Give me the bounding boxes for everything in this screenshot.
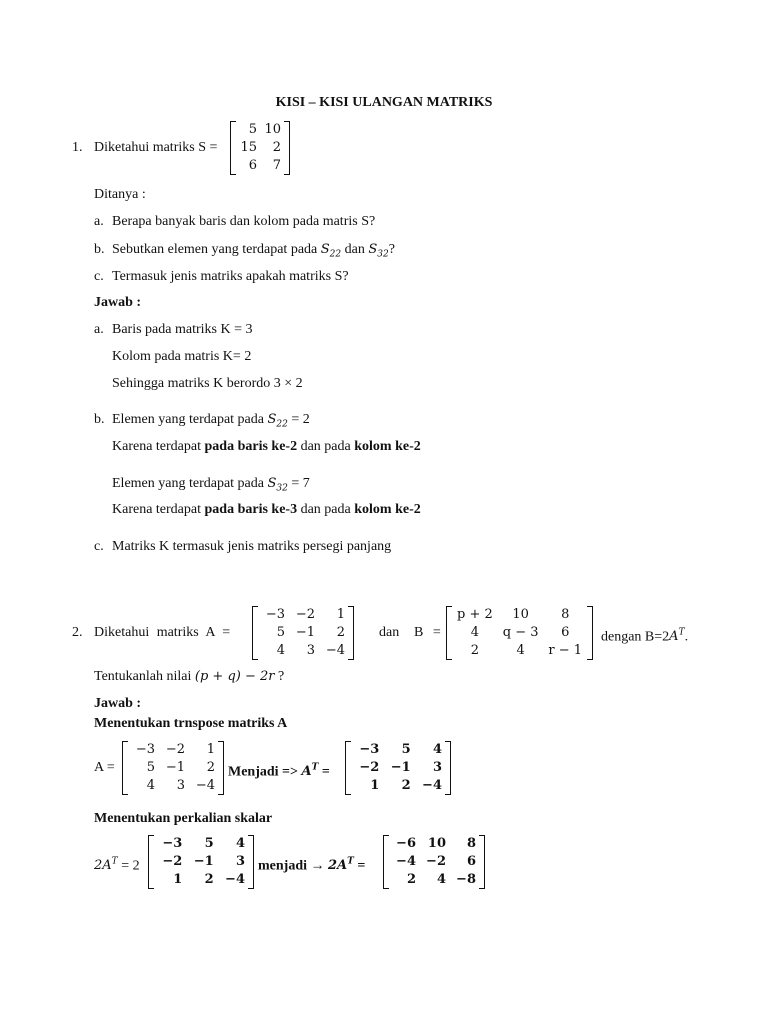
q2-b-eq: B = bbox=[414, 625, 441, 640]
q1-item-c-label: c. bbox=[94, 269, 104, 284]
q2-a-eq: A = bbox=[94, 760, 115, 775]
matrix-row bbox=[452, 606, 587, 624]
matrix-cell: −2 bbox=[359, 760, 380, 775]
q2-intro: Diketahui matriks A = bbox=[94, 625, 231, 640]
q1-answer-a-line3: Sehingga matriks K berordo 3 × 2 bbox=[112, 376, 303, 391]
matrix-cell: 5 bbox=[248, 122, 257, 137]
matrix-cell: 2 bbox=[336, 625, 345, 640]
matrix-cell: −2 bbox=[165, 742, 185, 757]
q1-answer-a-label: a. bbox=[94, 322, 104, 337]
q2-menjadi-transpose: Menjadi => $A^T$ = bbox=[228, 763, 330, 780]
matrix-cell: −2 bbox=[295, 607, 315, 622]
matrix-a-transpose-scaled bbox=[148, 835, 254, 889]
matrix-cell: 10 bbox=[512, 607, 529, 622]
matrix-cell: −4 bbox=[396, 854, 416, 869]
matrix-a bbox=[252, 606, 354, 660]
matrix-cell: −1 bbox=[193, 854, 214, 869]
q1-jawab: Jawab : bbox=[94, 295, 142, 310]
matrix-cell: 5 bbox=[146, 760, 155, 775]
q1-answer-b-line3: Elemen yang terdapat pada $S_{32} = 7$ bbox=[112, 476, 310, 494]
q2-number: 2. bbox=[72, 625, 83, 640]
matrix-cell: −2 bbox=[162, 854, 183, 869]
matrix-cell: p + 2 bbox=[457, 607, 493, 622]
q1-answer-b-label: b. bbox=[94, 412, 105, 427]
bracket-right bbox=[248, 835, 254, 889]
q1-item-a-label: a. bbox=[94, 214, 104, 229]
matrix-cell: 3 bbox=[235, 854, 245, 869]
matrix-cell: 5 bbox=[204, 836, 214, 851]
q2-tentukan: Tentukanlah nilai (p + q) − 2r ? bbox=[94, 669, 285, 684]
matrix-cell: −4 bbox=[195, 778, 215, 793]
matrix-cell: 5 bbox=[401, 742, 411, 757]
bracket-right bbox=[445, 741, 451, 795]
q1-item-b-text: Sebutkan elemen yang terdapat pada $S_{22}$ dan $S_{32}$? bbox=[112, 242, 395, 260]
q2-heading-scalar: Menentukan perkalian skalar bbox=[94, 811, 273, 826]
matrix-cell: 1 bbox=[206, 742, 215, 757]
page-title: KISI – KISI ULANGAN MATRIKS bbox=[275, 95, 493, 110]
q1-answer-a-line1: Baris pada matriks K = 3 bbox=[112, 322, 253, 337]
q2-menjadi-scalar: menjadi → $2A^T$ = bbox=[258, 857, 366, 874]
matrix-cell: 3 bbox=[306, 643, 315, 658]
matrix-cell: −4 bbox=[325, 643, 345, 658]
bracket-right bbox=[479, 835, 485, 889]
matrix-s bbox=[230, 121, 290, 175]
matrix-cell: 8 bbox=[561, 607, 570, 622]
matrix-cell: 4 bbox=[436, 872, 446, 887]
matrix-cell: 3 bbox=[432, 760, 442, 775]
matrix-cell: 1 bbox=[370, 778, 380, 793]
matrix-row bbox=[236, 157, 284, 175]
matrix-row bbox=[389, 853, 479, 871]
matrix-row bbox=[351, 741, 445, 759]
matrix-row bbox=[452, 624, 587, 642]
matrix-cell: −3 bbox=[135, 742, 155, 757]
bracket-right bbox=[587, 606, 593, 660]
matrix-a-copy bbox=[122, 741, 224, 795]
matrix-cell: 6 bbox=[248, 158, 257, 173]
q2-two-at: $2A^T = 2$ bbox=[94, 857, 140, 874]
matrix-cell: 3 bbox=[176, 778, 185, 793]
matrix-cell: 4 bbox=[276, 643, 285, 658]
matrix-cell: 5 bbox=[276, 625, 285, 640]
matrix-2a-transpose bbox=[383, 835, 485, 889]
matrix-row bbox=[258, 606, 348, 624]
matrix-row bbox=[351, 759, 445, 777]
matrix-cell: 2 bbox=[272, 140, 281, 155]
matrix-cell: −2 bbox=[426, 854, 446, 869]
bracket-right bbox=[348, 606, 354, 660]
matrix-cell: q − 3 bbox=[502, 625, 539, 640]
matrix-cell: −4 bbox=[422, 778, 442, 793]
matrix-cell: −3 bbox=[359, 742, 380, 757]
matrix-cell: 8 bbox=[466, 836, 476, 851]
matrix-row bbox=[236, 121, 284, 139]
matrix-row bbox=[154, 835, 248, 853]
q1-answer-a-line2: Kolom pada matris K= 2 bbox=[112, 349, 252, 364]
q1-answer-c-label: c. bbox=[94, 539, 104, 554]
matrix-row bbox=[389, 835, 479, 853]
matrix-cell: 6 bbox=[466, 854, 476, 869]
matrix-row bbox=[351, 777, 445, 795]
matrix-cell: r − 1 bbox=[548, 643, 583, 658]
q1-item-c-text: Termasuk jenis matriks apakah matriks S? bbox=[112, 269, 349, 284]
matrix-cell: 2 bbox=[406, 872, 416, 887]
q1-answer-b-line2: Karena terdapat pada baris ke-2 dan pada kolom ke-2 bbox=[112, 439, 421, 454]
matrix-cell: −3 bbox=[162, 836, 183, 851]
matrix-row bbox=[258, 624, 348, 642]
matrix-row bbox=[154, 871, 248, 889]
matrix-cell: 4 bbox=[470, 625, 480, 640]
q1-answer-c-text: Matriks K termasuk jenis matriks persegi panjang bbox=[112, 539, 392, 554]
matrix-cell: −6 bbox=[396, 836, 416, 851]
matrix-cell: 10 bbox=[264, 122, 281, 137]
q2-jawab: Jawab : bbox=[94, 696, 142, 711]
matrix-row bbox=[128, 741, 218, 759]
matrix-row bbox=[389, 871, 479, 889]
q1-ditanya: Ditanya : bbox=[94, 187, 146, 202]
matrix-cell: 2 bbox=[204, 872, 214, 887]
bracket-right bbox=[218, 741, 224, 795]
matrix-cell: 2 bbox=[206, 760, 215, 775]
matrix-cell: −1 bbox=[295, 625, 315, 640]
matrix-row bbox=[128, 759, 218, 777]
q1-answer-b-line1: Elemen yang terdapat pada $S_{22} = 2$ bbox=[112, 412, 310, 430]
q2-heading-transpose: Menentukan trnspose matriks A bbox=[94, 716, 288, 731]
matrix-row bbox=[154, 853, 248, 871]
q1-item-b-label: b. bbox=[94, 242, 105, 257]
matrix-a-transpose bbox=[345, 741, 451, 795]
matrix-cell: −8 bbox=[456, 872, 476, 887]
matrix-cell: −4 bbox=[225, 872, 245, 887]
matrix-row bbox=[236, 139, 284, 157]
matrix-cell: −1 bbox=[390, 760, 411, 775]
q1-number: 1. bbox=[72, 140, 83, 155]
matrix-row bbox=[258, 642, 348, 660]
matrix-row bbox=[128, 777, 218, 795]
matrix-cell: 6 bbox=[561, 625, 570, 640]
matrix-cell: 2 bbox=[401, 778, 411, 793]
matrix-cell: 4 bbox=[516, 643, 525, 658]
matrix-cell: 2 bbox=[470, 643, 480, 658]
matrix-cell: 1 bbox=[336, 607, 345, 622]
bracket-right bbox=[284, 121, 290, 175]
matrix-cell: 1 bbox=[173, 872, 183, 887]
matrix-b bbox=[446, 606, 593, 660]
matrix-cell: 4 bbox=[235, 836, 245, 851]
matrix-cell: 10 bbox=[427, 836, 446, 851]
matrix-cell: 4 bbox=[146, 778, 155, 793]
matrix-cell: −1 bbox=[165, 760, 185, 775]
matrix-cell: −3 bbox=[265, 607, 285, 622]
q2-dan: dan bbox=[379, 625, 400, 640]
q1-item-a-text: Berapa banyak baris dan kolom pada matris S? bbox=[112, 214, 376, 229]
matrix-row bbox=[452, 642, 587, 660]
matrix-cell: 4 bbox=[432, 742, 442, 757]
matrix-cell: 15 bbox=[240, 140, 257, 155]
q2-dengan: dengan $B=2A^T$. bbox=[601, 628, 689, 645]
matrix-cell: 7 bbox=[272, 158, 281, 173]
q1-answer-b-line4: Karena terdapat pada baris ke-3 dan pada kolom ke-2 bbox=[112, 502, 421, 517]
q1-intro: Diketahui matriks S = bbox=[94, 140, 218, 155]
